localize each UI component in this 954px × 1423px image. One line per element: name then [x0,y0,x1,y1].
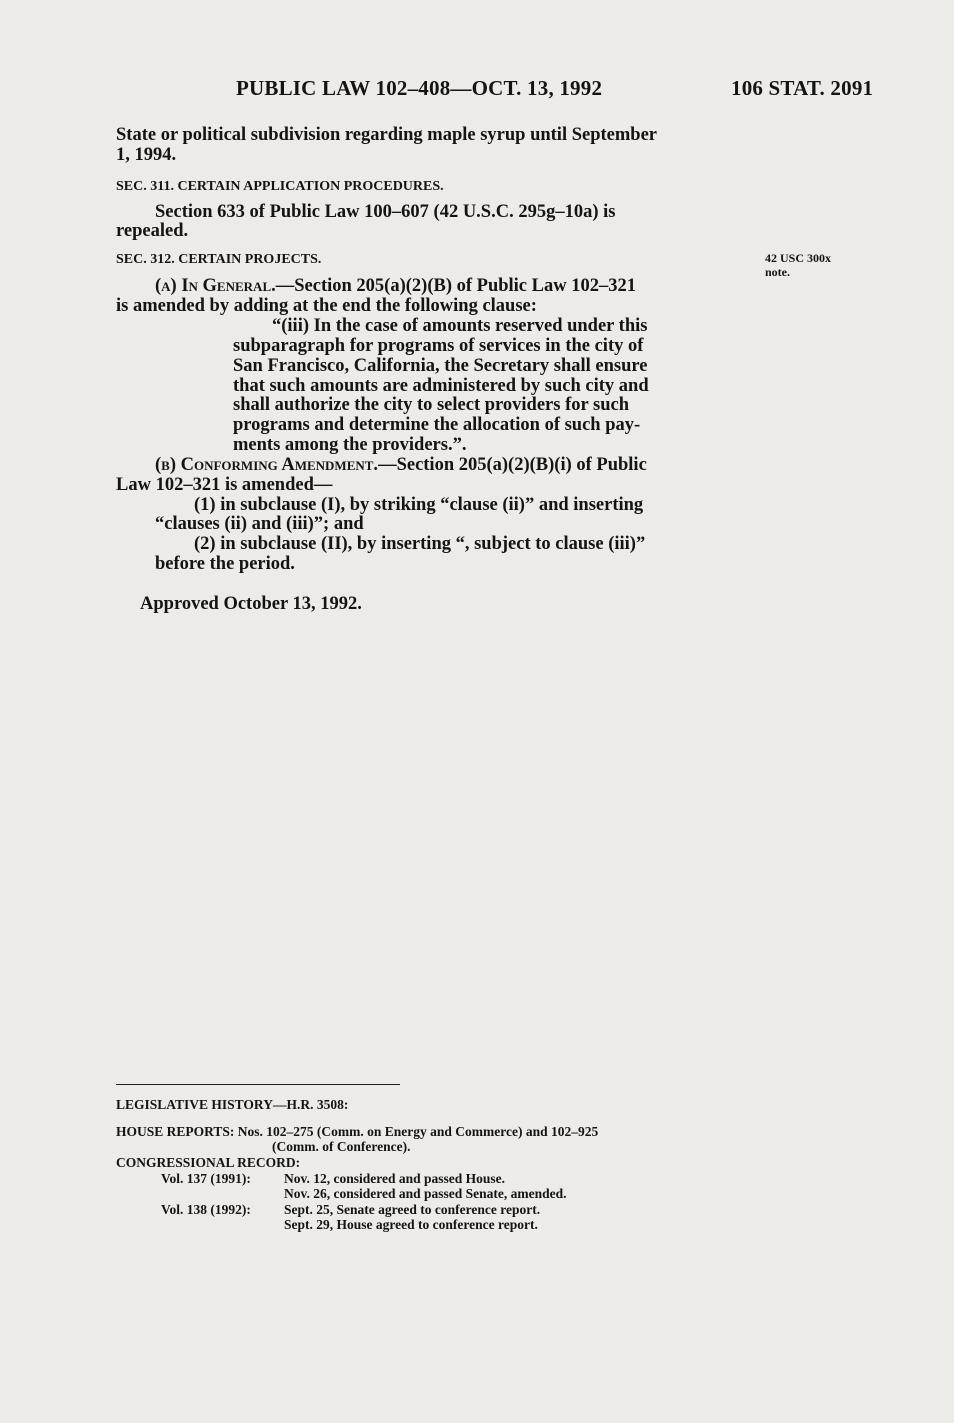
quote-line: shall authorize the city to select providers for such [233,395,629,415]
house-reports-line-1: HOUSE REPORTS: Nos. 102–275 (Comm. on Energy and Commerce) and 102–925 [116,1124,599,1139]
congressional-record-label: CONGRESSIONAL RECORD: [116,1155,301,1170]
vol-138-label: Vol. 138 (1992): [161,1202,251,1217]
house-reports-line-2: (Comm. of Conference). [272,1139,411,1154]
legislative-history-title: LEGISLATIVE HISTORY—H.R. 3508: [116,1097,349,1112]
subsection-b-line-2: Law 102–321 is amended— [116,475,333,495]
quote-line: that such amounts are administered by such city and [233,376,649,396]
approval-date: Approved October 13, 1992. [140,594,362,614]
vol-137-entry-2: Nov. 26, considered and passed Senate, amended. [284,1186,567,1201]
section-311-text-line-1: Section 633 of Public Law 100–607 (42 U.S.C. 295g–10a) is [155,202,616,222]
quote-line: programs and determine the allocation of such pay- [233,415,641,435]
running-header-title: PUBLIC LAW 102–408—OCT. 13, 1992 [236,76,603,100]
quote-line: subparagraph for programs of services in the city of [233,336,644,356]
continuation-line-2: 1, 1994. [116,145,177,165]
subsection-a-line-1-text: —Section 205(a)(2)(B) of Public Law 102–321 [275,276,636,296]
quote-line: ments among the providers.”. [233,435,467,455]
page-reference: 106 STAT. 2091 [731,76,874,100]
subsection-b-line-1 [155,455,647,475]
margin-note-citation: 42 USC 300x [765,251,832,265]
subsection-a-label: (a) In General. [155,276,276,296]
paragraph-2-line-1: (2) in subclause (II), by inserting “, subject to clause (iii)” [194,534,646,554]
vol-137-label: Vol. 137 (1991): [161,1171,251,1186]
vol-138-entry-1: Sept. 25, Senate agreed to conference report. [284,1202,541,1217]
subsection-b-label: (b) Conforming Amendment. [155,455,379,475]
section-311-heading: SEC. 311. CERTAIN APPLICATION PROCEDURES. [116,179,444,194]
section-312-heading: SEC. 312. CERTAIN PROJECTS. [116,252,322,267]
margin-note-note: note. [765,265,790,279]
subsection-b-line-1-text: —Section 205(a)(2)(B)(i) of Public [378,455,647,475]
footnote-divider [116,1084,400,1085]
quote-line: San Francisco, California, the Secretary shall ensure [233,356,648,376]
continuation-line-1: State or political subdivision regarding maple syrup until September [116,125,657,145]
quote-line: “(iii) In the case of amounts reserved under this [272,316,648,336]
paragraph-2-line-2: before the period. [155,554,295,574]
paragraph-1-line-1: (1) in subclause (I), by striking “clause (ii)” and inserting [194,495,644,515]
subsection-a-line-2: is amended by adding at the end the following clause: [116,296,537,316]
vol-137-entry-1: Nov. 12, considered and passed House. [284,1171,506,1186]
vol-138-entry-2: Sept. 29, House agreed to conference report. [284,1217,538,1232]
paragraph-1-line-2: “clauses (ii) and (iii)”; and [155,514,364,534]
section-311-text-line-2: repealed. [116,221,189,241]
subsection-a-line-1 [155,276,636,296]
